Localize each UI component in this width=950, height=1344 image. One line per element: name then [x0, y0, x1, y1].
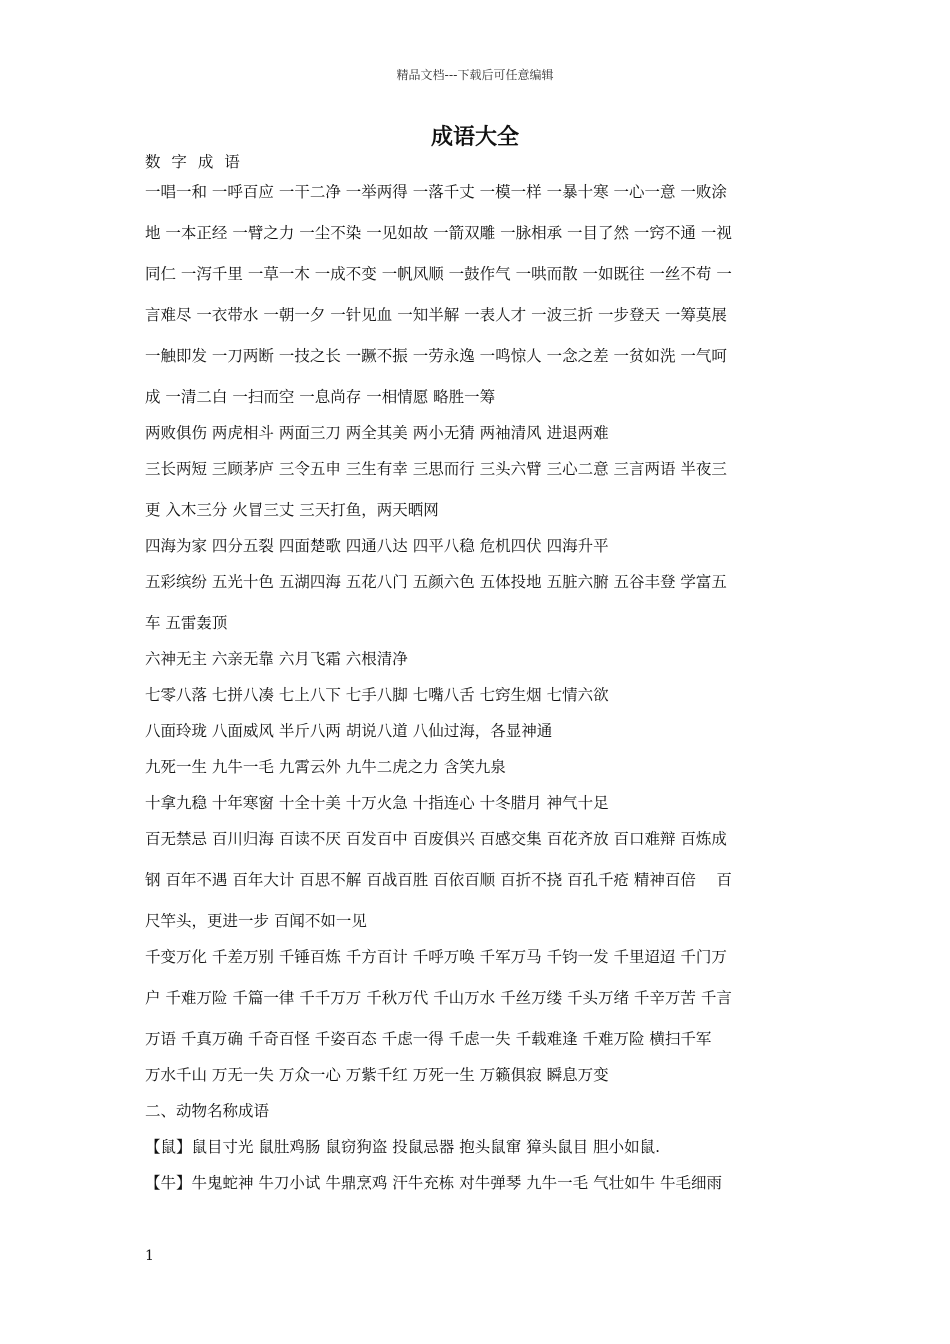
section-subheading: 数 字 成 语	[145, 153, 243, 171]
idiom-paragraph	[145, 1131, 810, 1167]
text-line: 四海为家 四分五裂 四面楚歌 四通八达 四平八稳 危机四伏 四海升平	[145, 537, 609, 555]
page-header: 精品文档---下载后可任意编辑	[396, 68, 554, 82]
idiom-paragraph	[145, 1059, 810, 1095]
text-line: 同仁 一泻千里 一草一木 一成不变 一帆风顺 一鼓作气 一哄而散 一如既往 一丝不苟 一	[145, 265, 732, 283]
text-line: 五彩缤纷 五光十色 五湖四海 五花八门 五颜六色 五体投地 五脏六腑 五谷丰登 学富五	[145, 573, 727, 591]
document-body	[145, 146, 810, 1203]
idiom-paragraph	[145, 715, 810, 751]
text-line: 车 五雷轰顶	[145, 614, 228, 632]
idiom-paragraph	[145, 941, 810, 1059]
idiom-paragraph	[145, 751, 810, 787]
idiom-paragraph	[145, 823, 810, 941]
text-line: 一唱一和 一呼百应 一干二净 一举两得 一落千丈 一模一样 一暴十寒 一心一意 一败涂	[145, 183, 727, 201]
idiom-paragraph	[145, 530, 810, 566]
idiom-paragraph	[145, 1095, 810, 1131]
text-line: 九死一生 九牛一毛 九霄云外 九牛二虎之力 含笑九泉	[145, 758, 506, 776]
text-line: 一触即发 一刀两断 一技之长 一蹶不振 一劳永逸 一鸣惊人 一念之差 一贫如洗 一气呵	[145, 347, 727, 365]
text-line: 言难尽 一衣带水 一朝一夕 一针见血 一知半解 一表人才 一波三折 一步登天 一筹莫展	[145, 306, 727, 324]
idiom-paragraph	[145, 453, 810, 530]
idiom-paragraph	[145, 787, 810, 823]
document-title: 成语大全	[430, 125, 519, 150]
text-line: 【鼠】鼠目寸光 鼠肚鸡肠 鼠窃狗盗 投鼠忌器 抱头鼠窜 獐头鼠目 胆小如鼠.	[145, 1138, 660, 1156]
idiom-paragraph	[145, 1167, 810, 1203]
idiom-paragraph	[145, 643, 810, 679]
text-line: 百无禁忌 百川归海 百读不厌 百发百中 百废俱兴 百感交集 百花齐放 百口难辩 百炼成	[145, 830, 727, 848]
idiom-paragraph	[145, 176, 810, 417]
text-line: 更 入木三分 火冒三丈 三天打鱼，两天晒网	[145, 501, 439, 519]
text-line: 万语 千真万确 千奇百怪 千姿百态 千虑一得 千虑一失 千载难逢 千难万险 横扫千军	[145, 1030, 712, 1048]
text-line: 钢 百年不遇 百年大计 百思不解 百战百胜 百依百顺 百折不挠 百孔千疮 精神百倍 百	[145, 871, 732, 889]
text-line: 千变万化 千差万别 千锤百炼 千方百计 千呼万唤 千军万马 千钧一发 千里迢迢 千门万	[145, 948, 727, 966]
text-line: 地 一本正经 一臂之力 一尘不染 一见如故 一箭双雕 一脉相承 一目了然 一窍不通 一视	[145, 224, 732, 242]
text-line: 二、动物名称成语	[145, 1102, 270, 1120]
idiom-paragraph	[145, 417, 810, 453]
idiom-paragraph	[145, 679, 810, 715]
text-line: 户 千难万险 千篇一律 千千万万 千秋万代 千山万水 千丝万缕 千头万绪 千辛万苦 千言	[145, 989, 732, 1007]
text-line: 七零八落 七拼八凑 七上八下 七手八脚 七嘴八舌 七窍生烟 七情六欲	[145, 686, 609, 704]
text-line: 三长两短 三顾茅庐 三令五申 三生有幸 三思而行 三头六臂 三心二意 三言两语 半夜三	[145, 460, 727, 478]
text-line: 尺竿头，更进一步 百闻不如一见	[145, 912, 367, 930]
text-line: 八面玲珑 八面威风 半斤八两 胡说八道 八仙过海，各显神通	[145, 722, 553, 740]
idiom-paragraph	[145, 566, 810, 643]
text-line: 万水千山 万无一失 万众一心 万紫千红 万死一生 万籁俱寂 瞬息万变	[145, 1066, 609, 1084]
text-line: 【牛】牛鬼蛇神 牛刀小试 牛鼎烹鸡 汗牛充栋 对牛弹琴 九牛一毛 气壮如牛 牛毛细雨	[145, 1174, 722, 1192]
text-line: 十拿九稳 十年寒窗 十全十美 十万火急 十指连心 十冬腊月 神气十足	[145, 794, 609, 812]
page-number: 1	[145, 1248, 154, 1264]
text-line: 成 一清二白 一扫而空 一息尚存 一相情愿 略胜一筹	[145, 388, 496, 406]
text-line: 两败俱伤 两虎相斗 两面三刀 两全其美 两小无猜 两袖清风 进退两难	[145, 424, 609, 442]
text-line: 六神无主 六亲无靠 六月飞霜 六根清净	[145, 650, 408, 668]
idiom-paragraphs	[145, 176, 810, 1203]
